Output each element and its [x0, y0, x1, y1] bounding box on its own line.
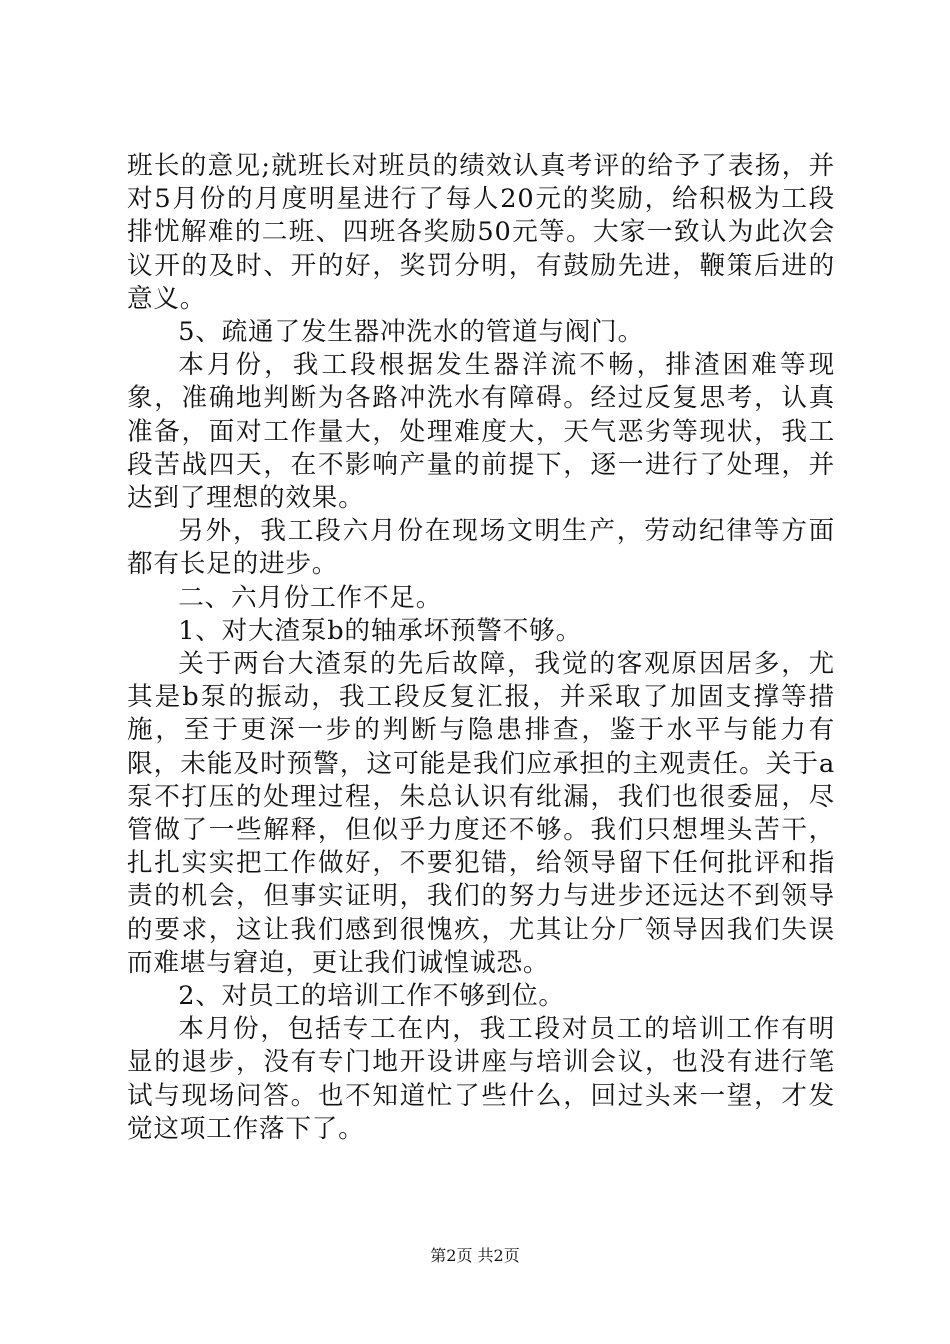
paragraph-continuation: 班长的意见;就班长对班员的绩效认真考评的给予了表扬，并对5月份的月度明星进行了每人20元的奖励，给积极为工段排忧解难的二班、四班各奖励50元等。大家一致认为此次会议开的及时、开的好，奖罚分明，有鼓励先进，鞭策后进的意义。 [127, 151, 835, 314]
paragraph-flush-water: 本月份，我工段根据发生器洋流不畅，排渣困难等现象，准确地判断为各路冲洗水有障碍。经过反复思考，认真准备，面对工作量大，处理难度大，天气恶劣等现状，我工段苦战四天，在不影响产量的前提下，逐一进行了处理，并达到了理想的效果。 [127, 350, 835, 514]
page-number-footer: 第2页 共2页 [430, 1246, 520, 1265]
paragraph-training: 本月份，包括专工在内，我工段对员工的培训工作有明显的退步，没有专门地开设讲座与培训会议，也没有进行笔试与现场问答。也不知道忙了些什么，回过头来一望，才发觉这项工作落下了。 [127, 1014, 835, 1144]
paragraph-heading-1: 1、对大渣泵b的轴承坏预警不够。 [178, 615, 582, 646]
paragraph-additional: 另外，我工段六月份在现场文明生产，劳动纪律等方面都有长足的进步。 [127, 516, 835, 580]
paragraph-heading-5: 5、疏通了发生器冲洗水的管道与阀门。 [178, 317, 644, 348]
document-body [127, 150, 835, 1146]
section-heading-shortcomings: 二、六月份工作不足。 [178, 582, 443, 613]
paragraph-pump-failure: 关于两台大渣泵的先后故障，我觉的客观原因居多，尤其是b泵的振动，我工段反复汇报，并采取了加固支撑等措施，至于更深一步的判断与隐患排查，鉴于水平与能力有限，未能及时预警，这可能是我们应承担的主观责任。关于a泵不打压的处理过程，朱总认识有纰漏，我们也很委屈，尽管做了一些解释，但似乎力度还不够。我们只想埋头苦干，扎扎实实把工作做好，不要犯错，给领导留下任何批评和指责的机会，但事实证明，我们的努力与进步还远达不到领导的要求，这让我们感到很愧疚，尤其让分厂领导因我们失误而难堪与窘迫，更让我们诚惶诚恐。 [127, 649, 835, 978]
paragraph-heading-2: 2、对员工的培训工作不够到位。 [178, 981, 565, 1012]
